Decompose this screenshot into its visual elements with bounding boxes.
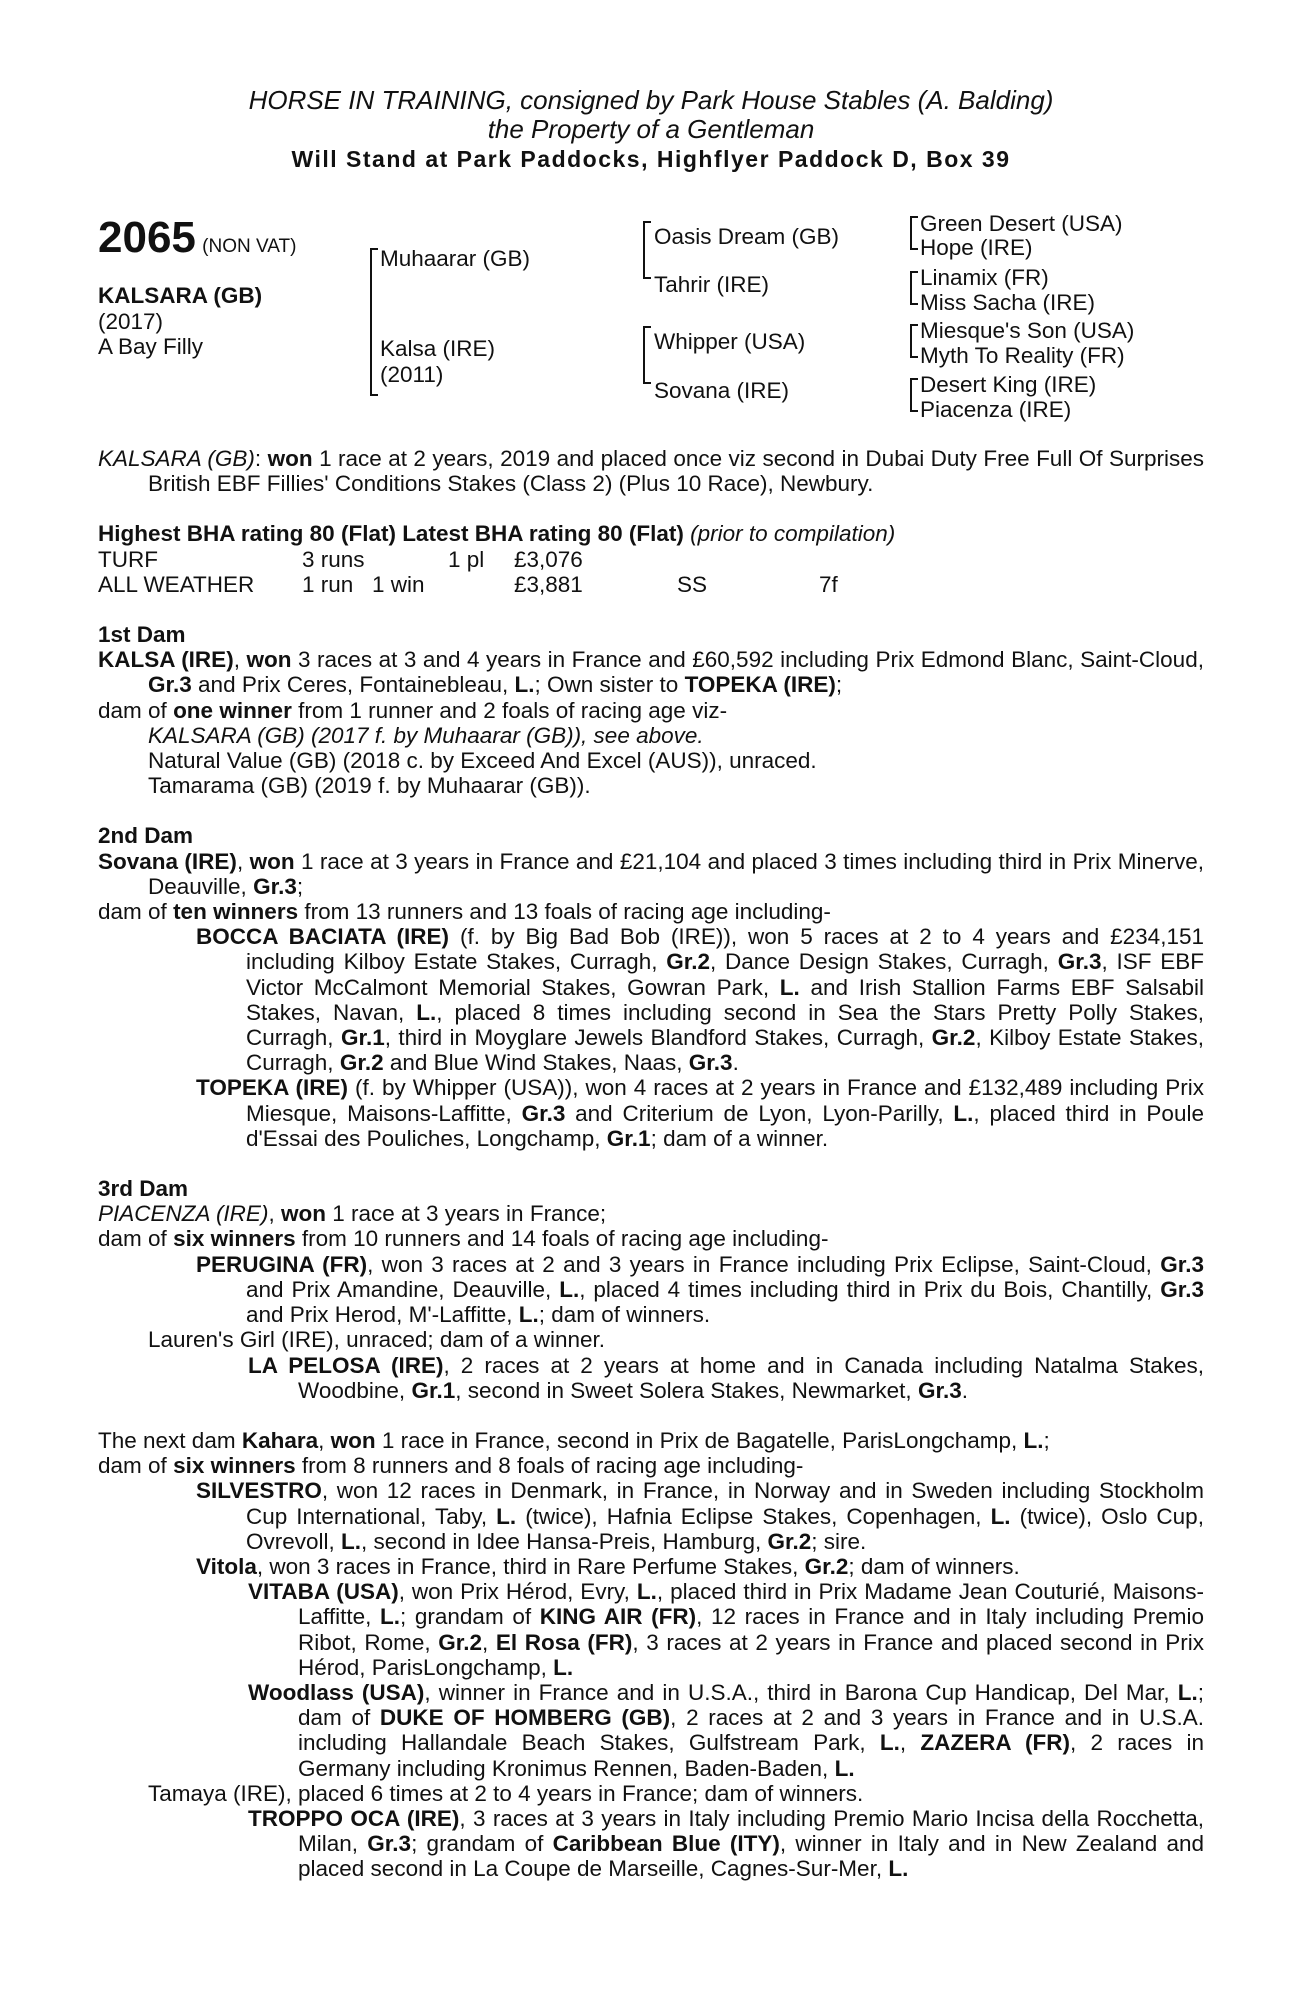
sire-sire: Oasis Dream (GB) [654,224,840,249]
g3-hope: Hope (IRE) [920,235,1033,260]
first-dam-record: KALSA (IRE), won 3 races at 3 and 4 years in France and £60,592 including Prix Edmond Blanc, Saint-Cloud, Gr.3 and Prix Ceres, Fontainebleau, L.; Own sister to TOPEKA (IRE); [98,647,1204,698]
g3-brace-1 [910,216,912,250]
race-record-table [98,547,838,597]
produce-vitaba: VITABA (USA), won Prix Hérod, Evry, L., placed third in Prix Madame Jean Couturié, Maisons-Laffitte, L.; grandam of KING AIR (FR), 12 races in France and in Italy including Premio Ribot, Rome, Gr.2, El Rosa (FR), 3 races at 2 years in France and placed second in Prix Hérod, ParisLongchamp, L. [248,1579,1204,1680]
lot-number: 2065 [98,213,196,262]
produce-laurens-girl: Lauren's Girl (IRE), unraced; dam of a winner. [148,1327,605,1353]
pedigree-block [98,211,1204,446]
g3-miesques-son: Miesque's Son (USA) [920,318,1135,343]
g3-brace-3 [910,324,912,358]
g3-miss-sacha: Miss Sacha (IRE) [920,290,1096,315]
produce-silvestro: SILVESTRO, won 12 races in Denmark, in France, in Norway and in Sweden including Stockholm Cup International, Taby, L. (twice), Hafnia Eclipse Stakes, Copenhagen, L. (twice), Oslo Cup, Ovrevoll, L., second in Idee Hansa-Preis, Hamburg, Gr.2; sire. [196,1478,1204,1554]
dam-dam: Sovana (IRE) [654,378,790,403]
dam-brace [643,326,645,384]
second-dam-record: Sovana (IRE), won 1 race at 3 years in France and £21,104 and placed 3 times including third in Prix Minerve, Deauville, Gr.3; [98,848,1204,899]
produce-tamaya: Tamaya (IRE), placed 6 times at 2 to 4 years in France; dam of winners. [148,1780,864,1806]
g3-green-desert: Green Desert (USA) [920,211,1123,236]
turf-row: TURF 3 runs 1 pl £3,076 [98,546,583,572]
first-dam-produce-intro: dam of one winner from 1 runner and 2 foals of racing age viz- [98,697,728,723]
produce-perugina: PERUGINA (FR), won 3 races at 2 and 3 years in France including Prix Eclipse, Saint-Cloud, Gr.3 and Prix Amandine, Deauville, L., placed 4 times including third in Prix du Bois, Chantilly, Gr.3 and Prix Herod, M'-Laffitte, L.; dam of winners. [196,1251,1204,1328]
third-dam-record: PIACENZA (IRE), won 1 race at 3 years in France; [98,1201,607,1227]
consignor-line: HORSE IN TRAINING, consigned by Park House Stables (A. Balding) [248,85,1054,115]
first-dam-title: 1st Dam [98,622,186,648]
rating-line: Highest BHA rating 80 (Flat) Latest BHA rating 80 (Flat) (prior to compilation) [98,521,896,547]
sire-dam: Tahrir (IRE) [654,272,770,297]
all-weather-row: ALL WEATHER 1 run 1 win £3,881 SS 7f [98,571,838,597]
produce-woodlass: Woodlass (USA), winner in France and in U.S.A., third in Barona Cup Handicap, Del Mar, L.; dam of DUKE OF HOMBERG (GB), 2 races at 2 and 3 years in France and in U.S.A. including Hallandale Beach Stakes, Gulfstream Park, L., ZAZERA (FR), 2 races in Germany including Kronimus Rennen, Baden-Baden, L. [248,1679,1204,1781]
stand-location-line: Will Stand at Park Paddocks, Highflyer Paddock D, Box 39 [291,146,1011,172]
dam-name: Kalsa (IRE) [380,336,496,361]
second-dam-title: 2nd Dam [98,823,194,849]
g3-piacenza: Piacenza (IRE) [920,397,1072,422]
produce-bocca-baciata: BOCCA BACIATA (IRE) (f. by Big Bad Bob (IRE)), won 5 races at 2 to 4 years and £234,151 including Kilboy Estate Stakes, Curragh, Gr.2, Dance Design Stakes, Curragh, Gr.3, ISF EBF Victor McCalmont Memorial Stakes, Gowran Park, L. and Irish Stallion Farms EBF Salsabil Stakes, Navan, L., placed 8 times including second in Sea the Stars Pretty Polly Stakes, Curragh, Gr.1, third in Moyglare Jewels Blandford Stakes, Curragh, Gr.2, Kilboy Estate Stakes, Curragh, Gr.2 and Blue Wind Stakes, Naas, Gr.3. [196,924,1204,1076]
third-dam-produce-intro: dam of six winners from 10 runners and 14 foals of racing age including- [98,1226,829,1252]
g3-desert-king: Desert King (IRE) [920,372,1097,397]
produce-vitola: Vitola, won 3 races in France, third in Rare Perfume Stakes, Gr.2; dam of winners. [196,1553,1020,1579]
third-dam-title: 3rd Dam [98,1176,189,1202]
lot-number-row [98,213,297,262]
second-dam-produce-intro: dam of ten winners from 13 runners and 13 foals of racing age including- [98,899,831,925]
g3-myth-to-reality: Myth To Reality (FR) [920,343,1125,368]
sire-name: Muhaarar (GB) [380,246,531,271]
g3-brace-2 [910,271,912,305]
dam-sire: Whipper (USA) [654,329,806,354]
horse-description: A Bay Filly [98,334,204,359]
vat-status: (NON VAT) [202,236,297,257]
horse-name: KALSARA (GB) [98,283,263,308]
next-dam-produce-intro: dam of six winners from 8 runners and 8 foals of racing age including- [98,1453,804,1479]
produce-troppo-oca: TROPPO OCA (IRE), 3 races at 3 years in Italy including Premio Mario Incisa della Rocchetta, Milan, Gr.3; grandam of Caribbean Blue (ITY), winner in Italy and in New Zealand and placed second in La Coupe de Marseille, Cagnes-Sur-Mer, L. [248,1805,1204,1882]
produce-la-pelosa: LA PELOSA (IRE), 2 races at 2 years at home and in Canada including Natalma Stakes, Woodbine, Gr.1, second in Sweet Solera Stakes, Newmarket, Gr.3. [248,1352,1204,1403]
catalogue-page [98,86,1204,1882]
dam-year: (2011) [380,362,444,387]
g3-brace-4 [910,378,912,412]
horse-year: (2017) [98,309,164,334]
property-line: the Property of a Gentleman [487,114,815,144]
produce-tamarama: Tamarama (GB) (2019 f. by Muhaarar (GB)). [148,773,591,799]
pedigree-brace [370,248,372,396]
sire-brace [643,221,645,279]
produce-topeka: TOPEKA (IRE) (f. by Whipper (USA)), won 4 races at 2 years in France and £132,489 including Prix Miesque, Maisons-Laffitte, Gr.3 and Criterium de Lyon, Lyon-Parilly, L., placed third in Poule d'Essai des Pouliches, Longchamp, Gr.1; dam of a winner. [196,1075,1204,1151]
produce-natural-value: Natural Value (GB) (2018 c. by Exceed And Excel (AUS)), unraced. [148,748,817,774]
g3-linamix: Linamix (FR) [920,265,1049,290]
race-summary: KALSARA (GB): won 1 race at 2 years, 2019 and placed once viz second in Dubai Duty Free Full Of Surprises British EBF Fillies' Conditions Stakes (Class 2) (Plus 10 Race), Newbury. [98,446,1204,497]
next-dam-record: The next dam Kahara, won 1 race in France, second in Prix de Bagatelle, ParisLongchamp, L.; [98,1427,1050,1453]
produce-kalsara: KALSARA (GB) (2017 f. by Muhaarar (GB)), see above. [148,722,704,748]
